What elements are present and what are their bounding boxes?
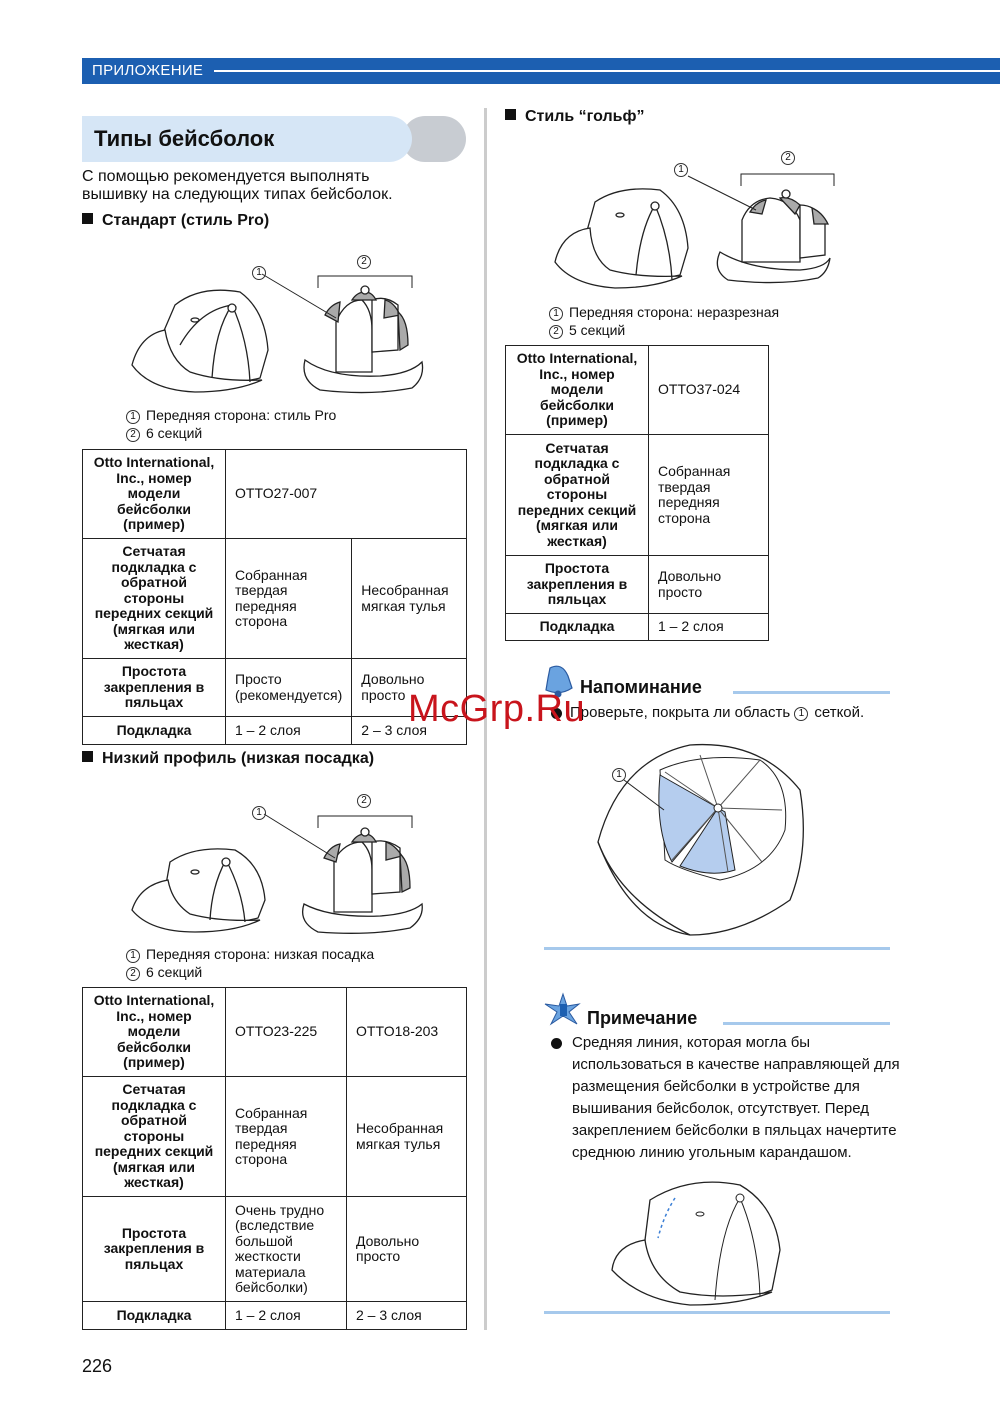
callout-1-icon: 1	[549, 307, 563, 321]
page-number: 226	[82, 1356, 113, 1376]
row-label: Простота закрепления в пяльцах	[83, 659, 226, 717]
table-cell: Несобранная мягкая тулья	[352, 539, 467, 659]
table-cell: Довольно просто	[352, 659, 467, 717]
row-label: Сетчатая подкладка с обратной стороны передних секций (мягкая или жесткая)	[83, 1077, 226, 1197]
low-profile-caption-2-text: 6 секций	[146, 964, 203, 980]
callout-1-icon: 1	[126, 949, 140, 963]
table-cell: Собранная твердая передняя сторона	[226, 1077, 347, 1197]
reminder-title: Напоминание	[580, 677, 702, 697]
watermark: McGrp.Ru	[408, 688, 586, 730]
reminder-text-end: сеткой.	[814, 704, 865, 721]
callout-2-icon: 2	[781, 151, 795, 165]
note-bottom-rule	[544, 1311, 890, 1314]
row-label: Простота закрепления в пяльцах	[83, 1197, 226, 1302]
table-cell: 2 – 3 слоя	[352, 717, 467, 745]
row-label: Подкладка	[83, 717, 226, 745]
note-line-5: закреплением бейсболки в пяльцах начертите	[572, 1122, 897, 1139]
row-label: Подкладка	[83, 1302, 226, 1330]
standard-caption-1-text: Передняя сторона: стиль Pro	[146, 407, 337, 423]
table-cell: Собранная твердая передняя сторона	[649, 435, 769, 556]
callout-1-icon: 1	[126, 410, 140, 424]
table-cell: Довольно просто	[347, 1197, 467, 1302]
table-cell: Просто (рекомендуется)	[226, 659, 352, 717]
table-cell: 1 – 2 слоя	[226, 1302, 347, 1330]
callout-1-icon: 1	[794, 707, 808, 721]
standard-caption-2-text: 6 секций	[146, 425, 203, 441]
callout-1-icon: 1	[612, 768, 626, 782]
row-label: Сетчатая подкладка с обратной стороны передних секций (мягкая или жесткая)	[83, 539, 226, 659]
low-profile-caption-1-text: Передняя сторона: низкая посадка	[146, 946, 375, 962]
golf-caption-1-text: Передняя сторона: неразрезная	[569, 304, 780, 320]
page-title: Типы бейсболок	[94, 126, 275, 151]
callout-1-icon: 1	[674, 163, 688, 177]
section-header-label: ПРИЛОЖЕНИЕ	[92, 62, 204, 79]
table-cell: 2 – 3 слоя	[347, 1302, 467, 1330]
table-cell: OTTO18-203	[347, 988, 467, 1077]
table-cell: Несобранная мягкая тулья	[347, 1077, 467, 1197]
table-cell: 1 – 2 слоя	[649, 614, 769, 641]
table-cell: 1 – 2 слоя	[226, 717, 352, 745]
callout-2-icon: 2	[549, 325, 563, 339]
note-title: Примечание	[587, 1008, 698, 1028]
callout-2-icon: 2	[126, 967, 140, 981]
table-cell: Довольно просто	[649, 556, 769, 614]
note-line-1: Средняя линия, которая могла бы	[572, 1034, 811, 1051]
callout-1-icon: 1	[252, 806, 266, 820]
row-label: Простота закрепления в пяльцах	[506, 556, 649, 614]
standard-heading-text: Стандарт (стиль Pro)	[102, 212, 270, 229]
reminder-text-start: Проверьте, покрыта ли область	[570, 704, 791, 721]
callout-1-icon: 1	[252, 266, 266, 280]
callout-2-icon: 2	[357, 255, 371, 269]
golf-heading-text: Стиль “гольф”	[525, 108, 645, 125]
row-label: Otto International, Inc., номер модели бейсболки (пример)	[506, 346, 649, 435]
note-line-6: среднюю линию угольным карандашом.	[572, 1144, 852, 1161]
low-profile-heading-text: Низкий профиль (низкая посадка)	[102, 750, 375, 767]
intro-line-2: вышивку на следующих типах бейсболок.	[82, 186, 393, 203]
note-line-4: вышивания бейсболок, отсутствует. Перед	[572, 1100, 870, 1117]
row-label: Сетчатая подкладка с обратной стороны передних секций (мягкая или жесткая)	[506, 435, 649, 556]
row-label: Подкладка	[506, 614, 649, 641]
callout-2-icon: 2	[126, 428, 140, 442]
row-label: Otto International, Inc., номер модели бейсболки (пример)	[83, 988, 226, 1077]
row-label: Otto International, Inc., номер модели бейсболки (пример)	[83, 450, 226, 539]
intro-line-1: С помощью рекомендуется выполнять	[82, 168, 370, 185]
golf-caption-2-text: 5 секций	[569, 322, 626, 338]
table-cell: Очень трудно (вследствие большой жесткости материала бейсболки)	[226, 1197, 347, 1302]
table-cell: OTTO27-007	[226, 450, 467, 539]
note-line-2: использоваться в качестве направляющей для	[572, 1056, 900, 1073]
table-cell: OTTO23-225	[226, 988, 347, 1077]
callout-2-icon: 2	[357, 794, 371, 808]
table-cell: OTTO37-024	[649, 346, 769, 435]
table-cell: Собранная твердая передняя сторона	[226, 539, 352, 659]
note-line-3: размещения бейсболки в устройстве для	[572, 1078, 860, 1095]
